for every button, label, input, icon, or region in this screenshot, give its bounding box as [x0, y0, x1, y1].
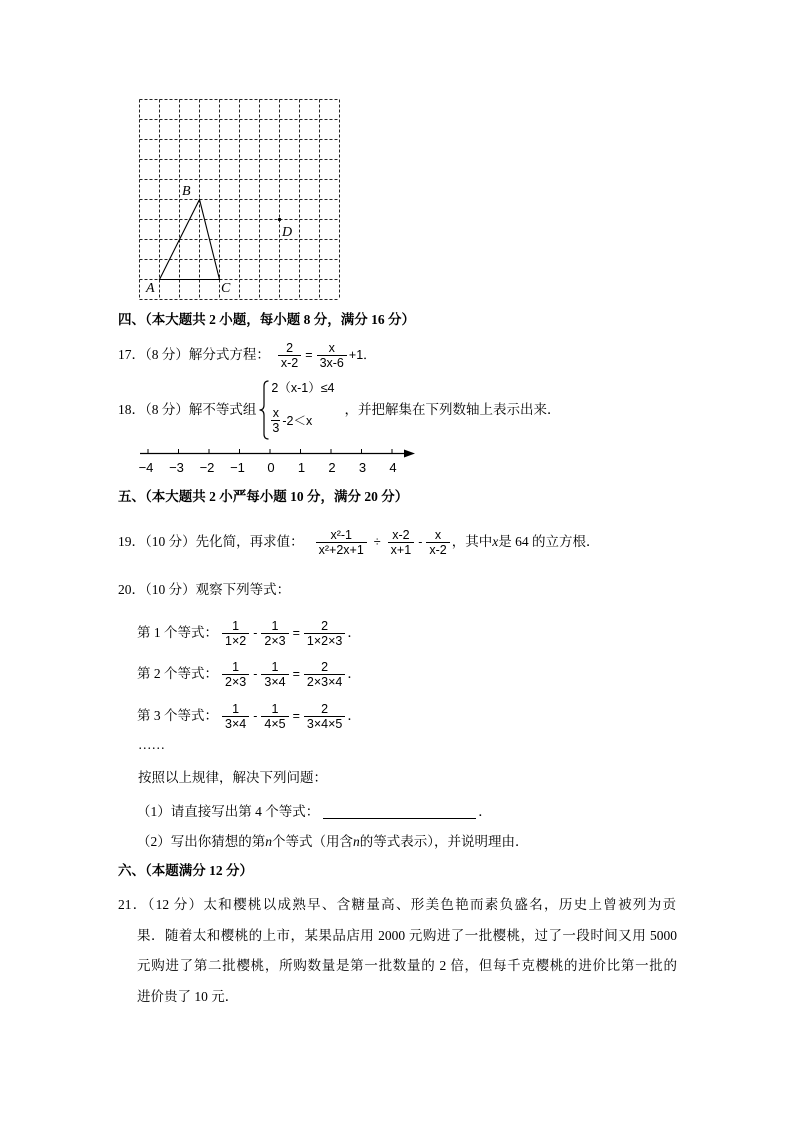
label-c: C [221, 281, 231, 296]
denominator: 2×3 [225, 674, 247, 689]
equals-sign: = [292, 667, 300, 681]
tick-label: 0 [267, 460, 275, 475]
equation-label: 第 1 个等式： [137, 625, 218, 640]
inequality-2 [271, 406, 334, 435]
period: ． [347, 666, 361, 681]
equals-sign: = [292, 626, 300, 640]
numerator: 2 [321, 659, 329, 674]
denominator: 3x-6 [319, 355, 344, 370]
numerator: 2 [321, 701, 329, 716]
tick-label: 1 [297, 460, 306, 475]
denominator: 3×4 [225, 716, 247, 731]
question-17-tail: +1． [348, 348, 376, 362]
part-2-text: （2）写出你猜想的第 [137, 834, 266, 849]
ellipsis-text: …… [138, 737, 165, 752]
denominator: 3 [272, 421, 280, 435]
question-21-line: 果．随着太和樱桃的上市，某果品店用 2000 元购进了一批樱桃，过了一段时间又用 5000 [137, 928, 677, 943]
numerator: 1 [271, 618, 279, 633]
fraction [304, 619, 345, 648]
grid-lines [140, 100, 340, 300]
inequality-1-text: 2（x-1）≤4 [271, 381, 335, 395]
question-18-instruction: ，并把解集在下列数轴上表示出来． [344, 402, 561, 417]
denominator: 4×5 [264, 716, 286, 731]
section-4-title: 四、（本大题共 2 小题，每小题 8 分，满分 16 分） [118, 312, 415, 327]
equals-sign: = [292, 709, 300, 723]
part-2-text: 个等式（用含 [272, 834, 353, 849]
label-a: A [146, 281, 155, 296]
tick-marks [148, 449, 392, 454]
inequality-system [271, 379, 334, 441]
numerator: 1 [232, 659, 240, 674]
fraction [222, 660, 249, 689]
denominator: x²+2x+1 [318, 542, 364, 557]
period: ． [347, 708, 361, 723]
fraction [304, 702, 345, 731]
period: ． [478, 804, 492, 819]
variable-n: n [265, 834, 272, 849]
division-sign: ÷ [373, 535, 381, 549]
fraction [316, 528, 367, 557]
numerator: x [272, 406, 279, 420]
section-6-title: 六、（本题满分 12 分） [118, 863, 253, 878]
question-17-prompt: 17．（8 分）解分式方程： [118, 347, 270, 362]
question-21-line: 21．（12 分）太和樱桃以成熟早、含糖量高、形美色艳而素负盛名，历史上曾被列为贡 [118, 897, 676, 912]
tick-label: 3 [358, 460, 367, 475]
inequality-1 [271, 379, 334, 397]
denominator: x-2 [429, 542, 447, 557]
denominator: 1×2×3 [306, 633, 343, 648]
denominator: x+1 [390, 542, 412, 557]
fraction [426, 528, 449, 557]
label-b: B [182, 184, 191, 199]
question-21-line: 元购进了第二批樱桃，所购数量是第一批数量的 2 倍，但每千克樱桃的进价比第一批的 [137, 958, 677, 973]
part-2-text: 的等式表示），并说明理由． [359, 834, 529, 849]
grid-figure [138, 98, 342, 302]
denominator: 3×4×5 [306, 716, 343, 731]
tick-label: −3 [169, 460, 184, 475]
tick-label: −2 [199, 460, 215, 475]
fraction [261, 619, 288, 648]
minus-sign: - [253, 667, 258, 681]
tick-label: 2 [328, 460, 336, 475]
numerator: x [328, 340, 335, 355]
question-19-condition: ，其中 [451, 534, 493, 549]
numerator: 1 [271, 659, 279, 674]
equation-label: 第 2 个等式： [137, 666, 218, 681]
denominator: 3×4 [264, 674, 286, 689]
system-brace [258, 380, 270, 440]
numerator: 2 [286, 340, 294, 355]
fraction [304, 660, 345, 689]
numerator: 2 [321, 618, 329, 633]
fraction [271, 406, 280, 435]
minus-sign: - [253, 709, 258, 723]
numerator: 1 [232, 701, 240, 716]
period: ． [347, 625, 361, 640]
question-20-prompt: 20．（10 分）观察下列等式： [118, 582, 291, 597]
minus-sign: - [253, 626, 258, 640]
variable-x: x [492, 534, 499, 549]
point-d [278, 218, 281, 221]
equals-sign: = [305, 348, 313, 362]
part-1-text: （1）请直接写出第 4 个等式： [137, 804, 320, 819]
question-19-prompt: 19．（10 分）先化简，再求值： [118, 534, 304, 549]
fraction [261, 660, 288, 689]
tick-label: −1 [230, 460, 245, 475]
numerator: 1 [232, 618, 240, 633]
section-5-title: 五、（本大题共 2 小严每小题 10 分，满分 20 分） [118, 489, 409, 504]
denominator: 1×2 [225, 633, 247, 648]
equation-label: 第 3 个等式： [137, 708, 218, 723]
fraction [261, 702, 288, 731]
fraction [388, 528, 415, 557]
inequality-2-text: -2＜x [282, 413, 313, 428]
fraction [317, 341, 347, 370]
numerator: 1 [271, 701, 279, 716]
numerator: x²-1 [330, 527, 352, 542]
question-19-condition-end: 是 64 的立方根． [498, 534, 600, 549]
answer-blank [323, 805, 476, 819]
minus-sign: - [418, 535, 423, 549]
denominator: 2×3×4 [306, 674, 343, 689]
question-18-prompt: 18．（8 分）解不等式组 [118, 402, 257, 417]
instruction-text: 按照以上规律，解决下列问题： [138, 770, 327, 785]
fraction [222, 702, 249, 731]
numerator: x [434, 527, 442, 542]
numerator: x-2 [392, 527, 410, 542]
arrow-head-icon [404, 450, 415, 458]
fraction [222, 619, 249, 648]
number-line [138, 440, 420, 476]
tick-label: −4 [138, 460, 154, 475]
label-d: D [282, 225, 293, 240]
denominator: 2×3 [264, 633, 286, 648]
tick-label: 4 [389, 460, 397, 475]
denominator: x-2 [280, 355, 299, 370]
fraction [278, 341, 301, 370]
variable-n: n [353, 834, 360, 849]
question-21-line: 进价贵了 10 元． [137, 989, 239, 1004]
